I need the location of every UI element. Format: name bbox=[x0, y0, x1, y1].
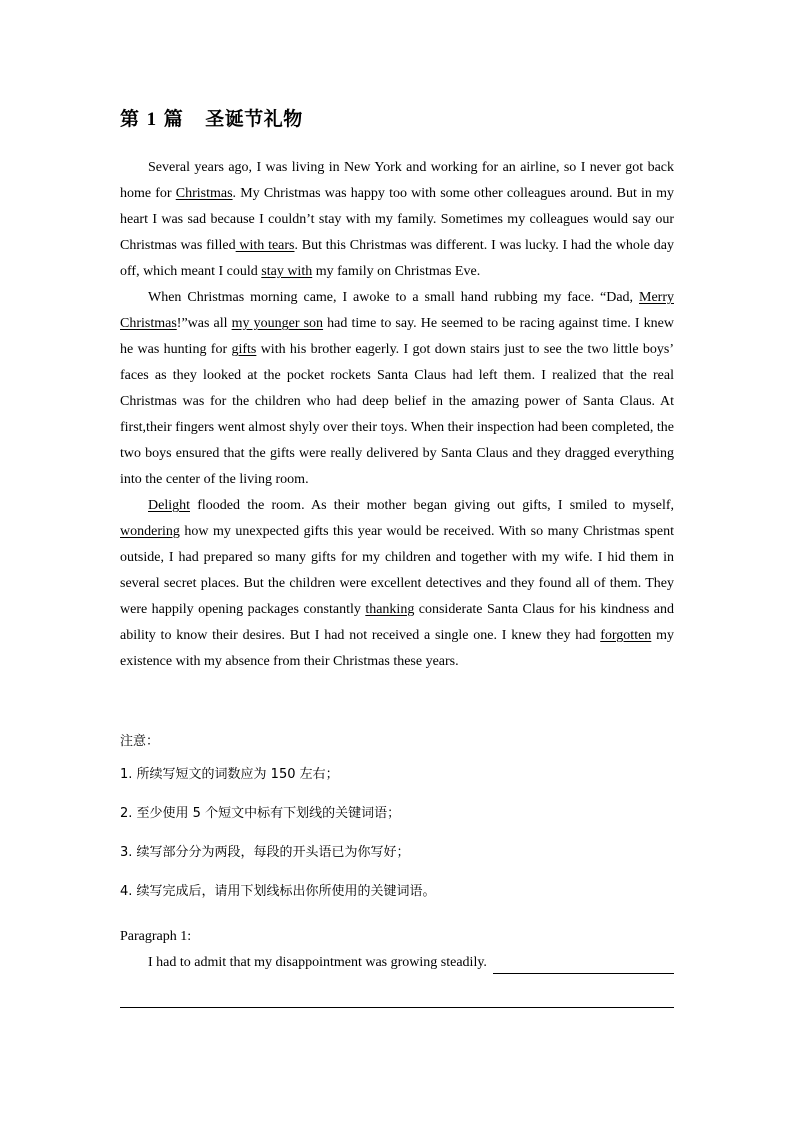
story-text-segment: considerate Santa Claus for his kindness and ability to know their desires. But I had not received a single one. I knew they had bbox=[120, 602, 674, 643]
story-text-segment: . My Christmas was happy too with some other colleagues around. But in my heart I was sad because I couldn’t stay with my family. Sometimes my colleagues would say our Christmas was filled bbox=[120, 186, 674, 253]
story-text-segment: with his brother eagerly. I got down stairs just to see the two little boys’ faces as they looked at the pocket rockets Santa Claus had left them. I realized that the real Christmas was for the children who had deep belief in the amazing power of Santa Claus. At first,their fingers went almost shyly over their toys. When their inspection had been completed, the two boys ensured that the gifts were really delivered by Santa Claus and they dragged everything into the center of the living room. bbox=[120, 342, 675, 487]
underlined-keyword: Merry Christmas bbox=[120, 290, 674, 331]
instruction-item: 3. 续写部分分为两段，每段的开头语已为你写好； bbox=[120, 845, 410, 860]
paragraph-label: Paragraph 1: bbox=[120, 929, 192, 944]
story-text-segment: had time to say. He seemed to be racing against time. I knew he was hunting for bbox=[120, 316, 674, 357]
story-paragraph-1 bbox=[120, 155, 674, 285]
story-text-segment: Several years ago, I was living in New York and working for an airline, so I never got back home for bbox=[120, 160, 674, 201]
instruction-item: 4. 续写完成后，请用下划线标出你所使用的关键词语。 bbox=[120, 884, 436, 899]
story-text-segment: . But this Christmas was different. I was lucky. I had the whole day off, which meant I could bbox=[120, 238, 674, 279]
underlined-keyword: gifts bbox=[231, 342, 257, 357]
title-suffix: 篇 bbox=[163, 108, 184, 130]
story-paragraph-3 bbox=[120, 493, 674, 675]
instructions bbox=[120, 729, 674, 911]
title-number: 1 bbox=[146, 109, 157, 130]
underlined-keyword: with tears bbox=[235, 238, 295, 253]
underlined-keyword: thanking bbox=[365, 602, 415, 617]
story-text bbox=[120, 155, 674, 675]
underlined-keyword: stay with bbox=[261, 264, 313, 279]
story-text-segment: my existence with my absence from their Christmas these years. bbox=[120, 628, 674, 669]
story-text-segment: how my unexpected gifts this year would be received. With so many Christmas spent outside, I had prepared so many gifts for my children and together with my wife. I hid them in several secret places. But the children were excellent detectives and they found all of them. They were happily opening packages constantly bbox=[120, 524, 674, 617]
story-text-segment: !”was all bbox=[176, 316, 232, 331]
paragraph-opening-line bbox=[120, 952, 674, 974]
page-title bbox=[120, 104, 303, 131]
underlined-keyword: forgotten bbox=[600, 628, 652, 643]
title-name: 圣诞节礼物 bbox=[205, 108, 303, 130]
instruction-item: 2. 至少使用 5 个短文中标有下划线的关键词语； bbox=[120, 806, 401, 821]
underlined-keyword: Delight bbox=[148, 498, 190, 513]
story-text-segment: When Christmas morning came, I awoke to a small hand rubbing my face. “Dad, bbox=[148, 290, 639, 305]
story-text-segment: my family on Christmas Eve. bbox=[312, 264, 481, 279]
story-text-segment: flooded the room. As their mother began giving out gifts, I smiled to myself, bbox=[190, 498, 674, 513]
underlined-keyword: my younger son bbox=[231, 316, 324, 331]
answer-blank[interactable] bbox=[493, 956, 674, 974]
paragraph-opening-sentence: I had to admit that my disappointment was growing steadily. bbox=[148, 955, 487, 970]
instruction-item: 1. 所续写短文的词数应为 150 左右； bbox=[120, 767, 339, 782]
title-prefix: 第 bbox=[120, 108, 140, 130]
underlined-keyword: Christmas bbox=[175, 186, 233, 201]
instructions-heading: 注意： bbox=[120, 734, 160, 749]
story-paragraph-2 bbox=[120, 285, 674, 493]
underlined-keyword: wondering bbox=[120, 524, 180, 539]
answer-line[interactable] bbox=[120, 1007, 674, 1008]
